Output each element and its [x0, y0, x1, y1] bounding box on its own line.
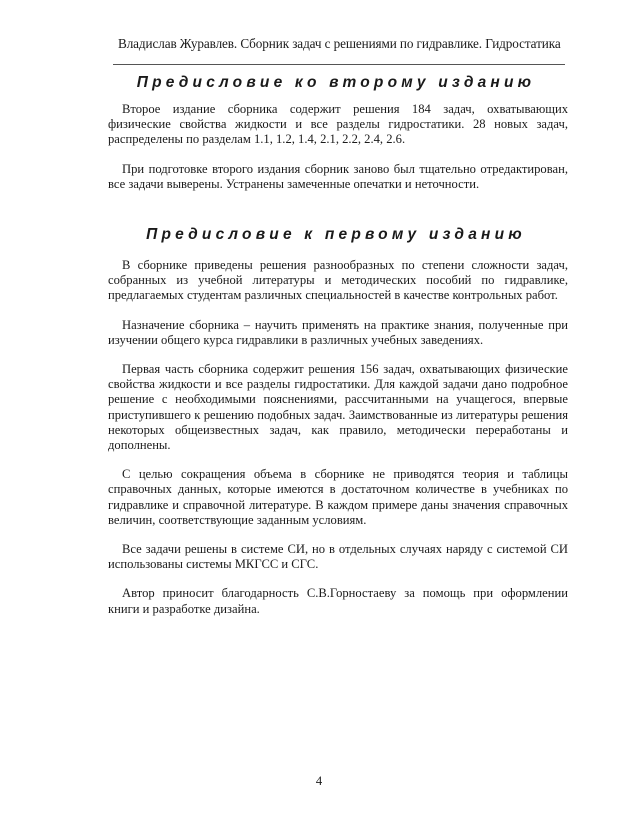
paragraph: Все задачи решены в системе СИ, но в отдельных случаях наряду с системой СИ использованы системы МКГСС и СГС.: [108, 542, 568, 572]
paragraph: Второе издание сборника содержит решения 184 задач, охватывающих физические свойства жидкости и все разделы гидростатики. 28 новых задач, распределены по разделам 1.1, 1.2, 1.4, 2.1, 2.2, 2.4, 2.6.: [108, 102, 568, 147]
paragraph: Автор приносит благодарность С.В.Горностаеву за помощь при оформлении книги и разработке дизайна.: [108, 586, 568, 616]
preface-second-edition-body: [108, 102, 568, 192]
running-header: Владислав Журавлев. Сборник задач с решениями по гидравлике. Гидростатика: [118, 36, 561, 51]
header-rule: [113, 64, 565, 65]
page-number: 4: [315, 774, 323, 788]
preface-first-edition-title: Предисловие к первому изданию: [146, 226, 526, 243]
preface-second-edition-title: Предисловие ко второму изданию: [136, 74, 536, 91]
paragraph: В сборнике приведены решения разнообразных по степени сложности задач, собранных из учебной литературы и методических пособий по гидравлике, предлагаемых студентам различных специальностей в качестве контрольных работ.: [108, 258, 568, 303]
paragraph: Назначение сборника – научить применять на практике знания, полученные при изучении общего курса гидравлики в различных учебных заведениях.: [108, 317, 568, 347]
preface-first-edition-body: [108, 258, 568, 617]
paragraph: Первая часть сборника содержит решения 156 задач, охватывающих физические свойства жидкости и все разделы гидростатики. Для каждой задачи дано подробное решение с необходимыми пояснениями, рассчитанными на учащегося, впервые приступившего к решению подобных задач. Заимствованные из литературы решения некоторых общеизвестных задач, как правило, методически переработаны и дополнены.: [108, 362, 568, 453]
paragraph: С целью сокращения объема в сборнике не приводятся теория и таблицы справочных данных, которые имеются в достаточном количестве в учебниках по гидравлике и справочной литературе. В каждом примере даны значения справочных величин, соответствующие заданным условиям.: [108, 467, 568, 527]
paragraph: При подготовке второго издания сборник заново был тщательно отредактирован, все задачи выверены. Устранены замеченные опечатки и неточности.: [108, 161, 568, 191]
